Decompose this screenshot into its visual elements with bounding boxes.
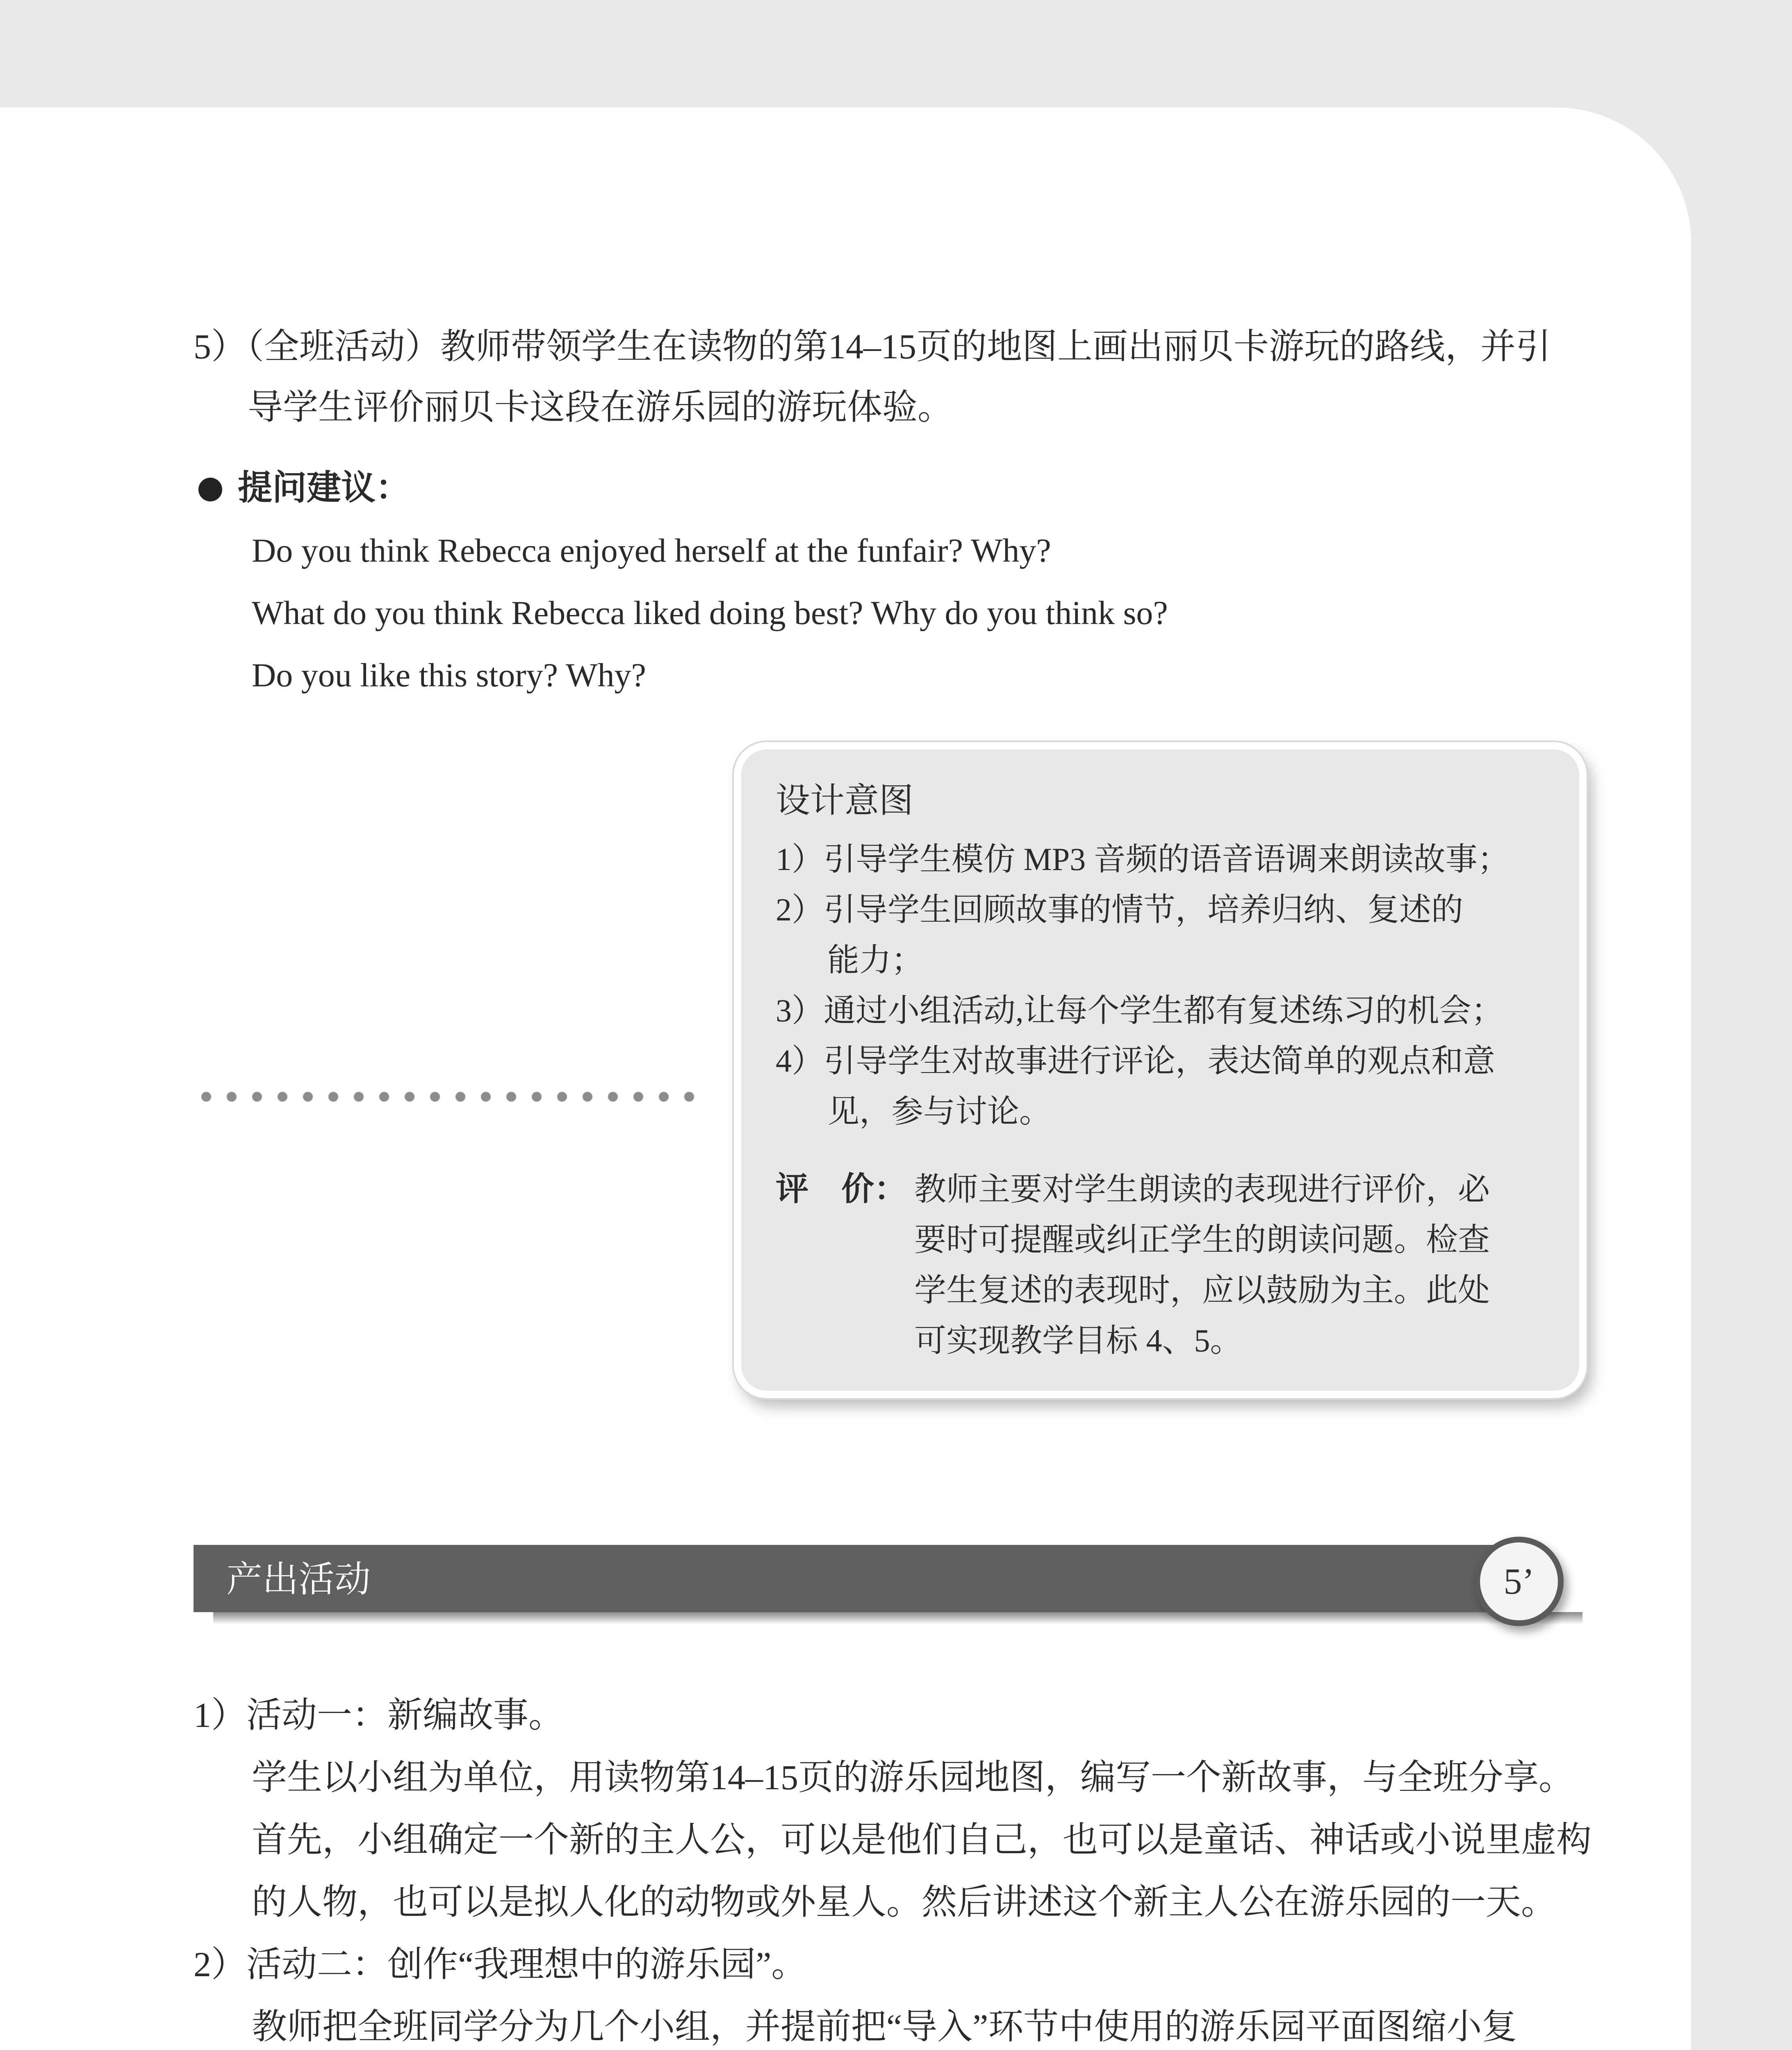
design-line: 4）引导学生对故事进行评论，表达简单的观点和意 [776,1043,1496,1079]
evaluation-line: 可实现教学目标 4、5。 [914,1323,1242,1358]
design-line: 见，参与讨论。 [827,1093,1052,1129]
design-box-title: 设计意图 [776,780,914,820]
step5-line-2: 导学生评价丽贝卡这段在游乐园的游玩体验。 [248,387,953,427]
activity-line: 2）活动二：创作“我理想中的游乐园”。 [194,1945,807,1984]
activity-line: 学生以小组为单位，用读物第14–15页的游乐园地图，编写一个新故事，与全班分享。 [252,1758,1574,1797]
design-line: 2）引导学生回顾故事的情节，培养归纳、复述的 [776,892,1464,927]
bullet-icon [198,478,222,501]
question-item: Do you think Rebecca enjoyed herself at the funfair? Why? [252,532,1051,569]
question-item: What do you think Rebecca liked doing best? Why do you think so? [252,594,1168,631]
section-title: 产出活动 [226,1558,371,1600]
questions-heading: 提问建议： [238,467,410,508]
section-band-shadow [213,1612,1583,1624]
section-band [194,1545,1505,1612]
activity-line: 1）活动一：新编故事。 [194,1695,564,1735]
evaluation-line: 学生复述的表现时，应以鼓励为主。此处 [914,1272,1490,1308]
evaluation-label: 评 价： [776,1170,907,1208]
duration-badge: 5’ [1474,1537,1564,1626]
evaluation-line: 要时可提醒或纠正学生的朗读问题。检查 [914,1222,1490,1257]
evaluation-line: 教师主要对学生朗读的表现进行评价，必 [914,1171,1490,1207]
activity-line: 的人物，也可以是拟人化的动物或外星人。然后讲述这个新主人公在游乐园的一天。 [252,1882,1556,1922]
question-item: Do you like this story? Why? [252,656,646,694]
step5-line-1: 5）（全班活动）教师带领学生在读物的第14–15页的地图上画出丽贝卡游玩的路线，并引 [194,327,1551,366]
design-line: 能力； [827,942,924,978]
dotted-divider [194,1091,702,1103]
design-line: 1）引导学生模仿 MP3 音频的语音语调来朗读故事； [776,841,1510,877]
activity-line: 首先，小组确定一个新的主人公，可以是他们自己，也可以是童话、神话或小说里虚构 [252,1820,1592,1859]
activity-line: 教师把全班同学分为几个小组，并提前把“导入”环节中使用的游乐园平面图缩小复 [252,2007,1517,2046]
design-line: 3）通过小组活动,让每个学生都有复述练习的机会； [776,993,1503,1028]
